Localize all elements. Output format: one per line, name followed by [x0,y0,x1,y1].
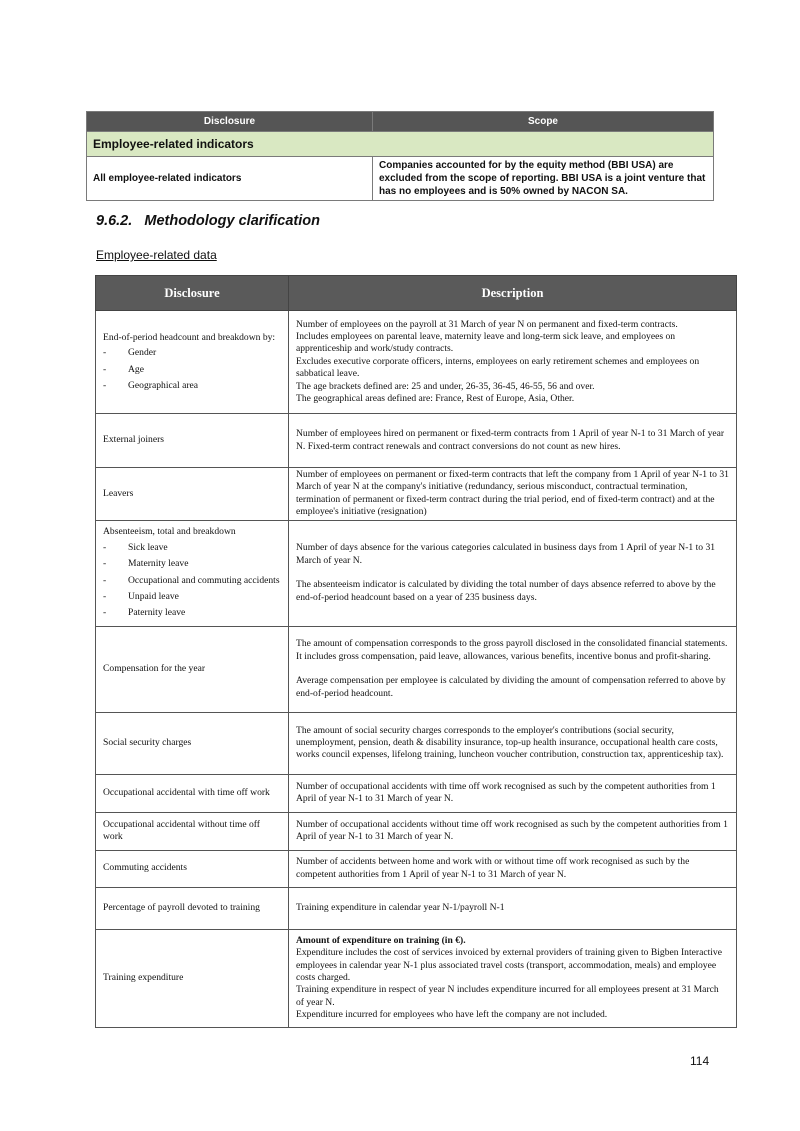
leavers-label: Leavers [96,468,289,521]
table-row [96,414,737,468]
headcount-desc-3: Excludes executive corporate officers, interns, employees on early retirement schemes and employees on sabbatical leave. [296,355,700,380]
list-item: - Paternity leave [103,607,281,619]
joiners-desc: Number of employees hired on permanent or fixed-term contracts from 1 April of year N-1 to 31 March of year N. Fixed-term contract renewals and contract conversions do not count as new hires. [289,414,737,468]
headcount-desc-cell [289,311,737,414]
list-item: - Unpaid leave [103,591,281,603]
list-item: - Maternity leave [103,558,281,570]
compensation-desc-3: Average compensation per employee is calculated by dividing the amount of compensation referred to above by end-of-period headcount. [296,675,726,699]
leavers-desc: Number of employees on permanent or fixed-term contracts that left the company from 1 April of year N-1 to 31 March of year N at the company's initiative (redundancy, serious misconduct, contractual termination, termination of permanent or fixed-term contract during the trial period, end of fixed-term contract) and at the employee's initiative (resignation) [289,468,737,521]
absenteeism-desc-1: Number of days absence for the various categories calculated in business days from 1 April of year N-1 to 31 March of year N. [296,542,716,566]
list-item: - Sick leave [103,542,281,554]
list-item: - Geographical area [103,380,281,392]
social-label: Social security charges [96,712,289,774]
page-number: 114 [690,1054,710,1068]
headcount-label: End-of-period headcount and breakdown by: [103,331,276,343]
accident-with-desc: Number of occupational accidents with time off work recognised as such by the competent authorities from 1 April of year N-1 to 31 March of year N. [289,774,737,812]
accident-with-label: Occupational accidental with time off work [96,774,289,812]
headcount-breakdown-list [103,347,281,392]
table-header-description: Description [289,276,737,311]
compensation-label: Compensation for the year [96,626,289,712]
table-row [96,468,737,521]
commuting-label: Commuting accidents [96,850,289,887]
table-row [96,774,737,812]
commuting-desc: Number of accidents between home and work with or without time off work recognised as such by the competent authorities from 1 April of year N-1 to 31 March of year N. [289,850,737,887]
headcount-desc-2: Includes employees on parental leave, maternity leave and long-term sick leave, and employees on apprenticeship and work/study contracts. [296,330,676,355]
payroll-training-desc: Training expenditure in calendar year N-1/payroll N-1 [289,887,737,929]
headcount-label-cell [96,311,289,414]
training-label: Training expenditure [96,929,289,1027]
table-row [96,311,737,414]
absenteeism-label-cell [96,520,289,626]
headcount-desc-5: The geographical areas defined are: France, Rest of Europe, Asia, Other. [296,393,575,405]
absenteeism-desc-2: The absenteeism indicator is calculated by dividing the total number of days absence referred to above by the end-of-period headcount based on a year of 235 business days. [296,579,716,603]
payroll-training-label: Percentage of payroll devoted to training [96,887,289,929]
table-row [96,850,737,887]
training-title: Amount of expenditure on training (in €). [296,934,466,946]
training-desc-1: Expenditure includes the cost of services invoiced by external providers of training given to Bigben Interactive employees in calendar year N-1 plus associated travel costs (transport, accommodation, meals) and employee costs charged. [296,947,722,983]
table-row [96,626,737,712]
subheading: Employee-related data [96,248,217,262]
training-desc-cell [289,929,737,1027]
table-row [96,929,737,1027]
absenteeism-desc-cell [289,520,737,626]
scope-header-scope: Scope [373,112,714,132]
accident-without-label: Occupational accidental without time off work [96,812,289,850]
list-item: - Age [103,364,281,376]
table-row [96,520,737,626]
scope-band-employee: Employee-related indicators [87,132,714,157]
scope-row-scope: Companies accounted for by the equity method (BBI USA) are excluded from the scope of reporting. BBI USA is a joint venture that has no employees and is 50% owned by NACON SA. [373,157,714,201]
social-desc: The amount of social security charges corresponds to the employer's contributions (social security, unemployment, pension, death & disability insurance, top-up health insurance, occupational health care costs, works council expenses, lifelong training, luncheon voucher contribution, construction tax, apprenticeship tax). [289,712,737,774]
training-desc-2: Training expenditure in respect of year N includes expenditure incurred for all employees present at 31 March of year N. [296,984,719,1008]
methodology-table [95,275,737,1028]
compensation-desc-2: It includes gross compensation, paid leave, allowances, various benefits, incentive bonus and profit-sharing. [296,650,711,662]
headcount-desc-1: Number of employees on the payroll at 31 March of year N on permanent and fixed-term contracts. [296,318,678,330]
list-item: - Occupational and commuting accidents [103,575,281,587]
scope-table [86,111,714,201]
section-heading: 9.6.2. Methodology clarification [96,213,320,229]
joiners-label: External joiners [96,414,289,468]
scope-row-label: All employee-related indicators [87,157,373,201]
table-row [96,712,737,774]
table-header-disclosure: Disclosure [96,276,289,311]
list-item: - Gender [103,347,281,359]
compensation-desc-cell [289,626,737,712]
training-desc-3: Expenditure incurred for employees who have left the company are not included. [296,1009,608,1021]
headcount-desc-4: The age brackets defined are: 25 and under, 26-35, 36-45, 46-55, 56 and over. [296,380,595,392]
compensation-desc-1: The amount of compensation corresponds to the gross payroll disclosed in the consolidated financial statements. [296,638,728,650]
accident-without-desc: Number of occupational accidents without time off work recognised as such by the competent authorities from 1 April of year N-1 to 31 March of year N. [289,812,737,850]
table-row [96,812,737,850]
absenteeism-label: Absenteeism, total and breakdown [103,526,236,538]
table-row [96,887,737,929]
scope-header-disclosure: Disclosure [87,112,373,132]
absenteeism-breakdown-list [103,542,281,620]
